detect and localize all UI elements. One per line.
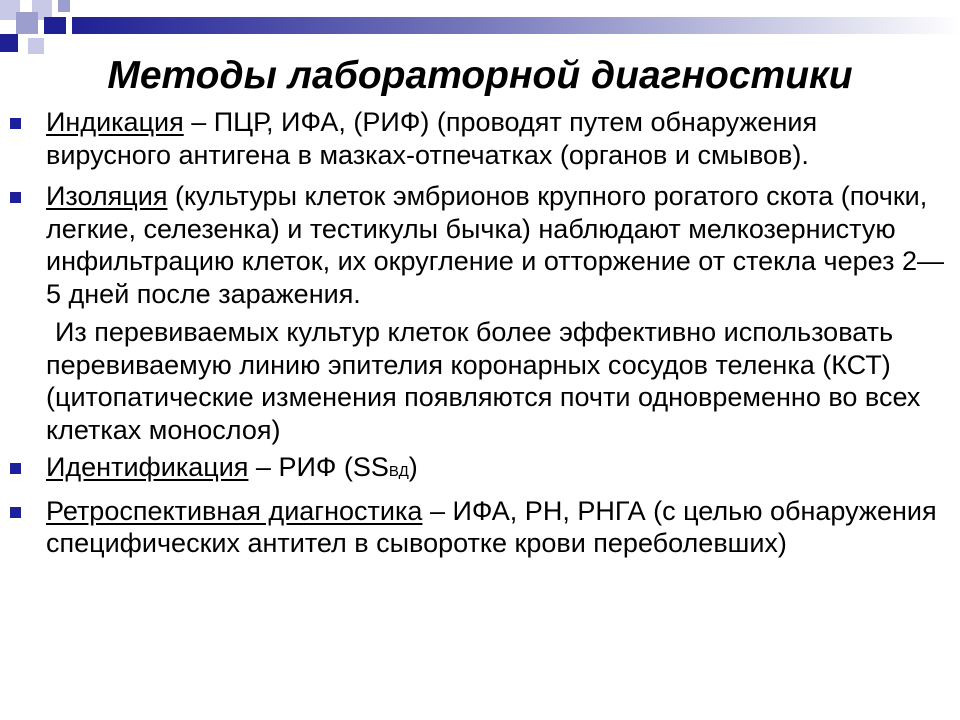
- term-indication: Индикация: [46, 107, 184, 137]
- decor-square: [58, 0, 70, 12]
- subscript-vd: ВД: [388, 463, 409, 480]
- decor-square: [0, 34, 18, 52]
- square-bullet-icon: [10, 507, 21, 518]
- square-bullet-icon: [10, 463, 21, 474]
- square-bullet-icon: [10, 192, 21, 203]
- header-gradient-bar: [72, 17, 960, 34]
- list-item-indication: [10, 106, 945, 171]
- list-item-identification: [10, 451, 945, 489]
- decor-square: [44, 17, 66, 34]
- term-identification: Идентификация: [46, 452, 249, 482]
- term-isolation: Изоляция: [46, 181, 168, 211]
- list-item-retrospective: [10, 495, 945, 560]
- item-text: – ПЦР, ИФА, (РИФ) (проводят путем обнаружения вирусного антигена в мазках-отпечатках (органов и смывов).: [46, 107, 818, 170]
- list-item-isolation: [10, 180, 945, 310]
- paragraph-cell-lines: Из перевиваемых культур клеток более эффективно использовать перевиваемую линию эпителия коронарных сосудов теленка (КСТ) (цитопатические изменения появляются почти одновременно во всех клетках монослоя): [46, 317, 921, 445]
- header-decoration: [0, 0, 960, 60]
- term-retrospective: Ретроспективная диагностика: [46, 495, 423, 526]
- decor-square: [16, 12, 38, 34]
- square-bullet-icon: [10, 118, 21, 129]
- item-text: – ИФА, РН, РНГА (с целью обнаружения специфических антител в сыворотке крови переболевших): [46, 495, 937, 558]
- item-text: – РИФ (SS: [248, 452, 389, 482]
- slide-content: [10, 106, 945, 560]
- item-text-end: ): [408, 452, 418, 482]
- item-text: (культуры клеток эмбрионов крупного рогатого скота (почки, легкие, селезенка) и тестикулы бычка) наблюдают мелкозернистую инфильтрацию клеток, их округление и отторжение от стекла через 2—5 дней после заражения.: [46, 181, 944, 309]
- slide-title: Методы лабораторной диагностики: [107, 54, 853, 97]
